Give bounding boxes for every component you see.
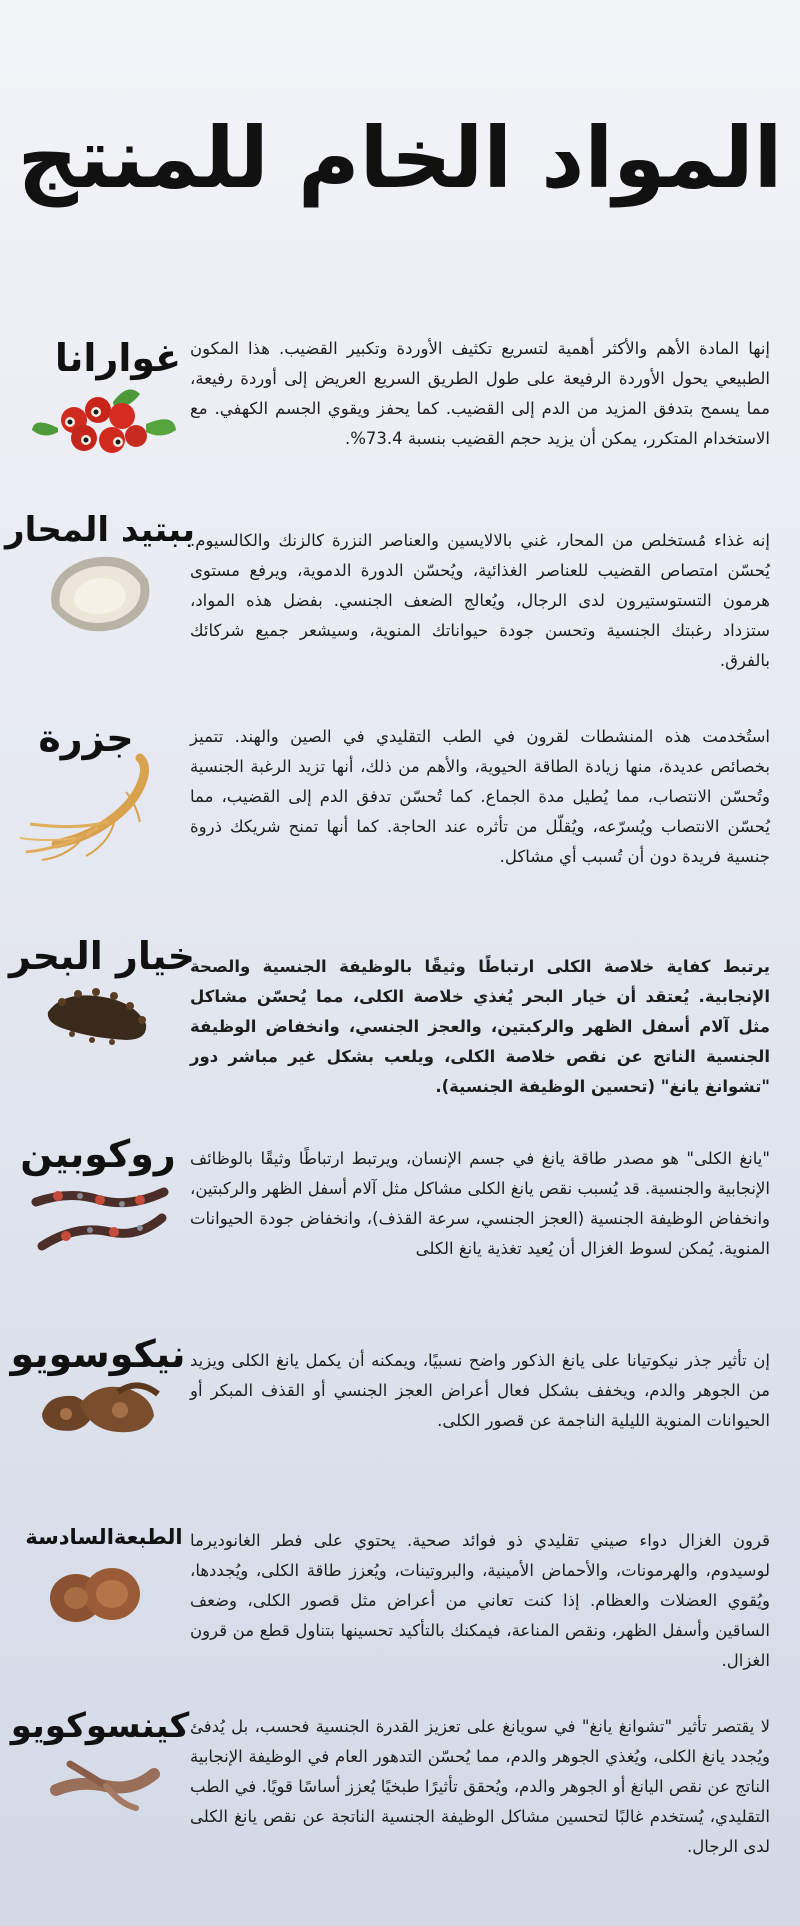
ingredient-name: نيكوسويو: [10, 1332, 186, 1376]
dried-root-slices-icon: [34, 1374, 164, 1440]
guarana-berries-icon: [28, 380, 178, 460]
ingredient-description: إنه غذاء مُستخلص من المحار، غني بالالايسين والعناصر النزرة كالزنك والكالسيوم. يُحسّن امتصاص القضيب للعناصر الغذائية، ويُحسّن الدورة الدموية، ويرفع مستوى هرمون التستوستيرون لدى الرجال، ويُعالج الضعف الجنسي. بفضل هذه المواد، ستزداد رغبتك الجنسية وتحسن جودة حيواناتك المنوية، وسيشعر جميع شركائك بالفرق.: [190, 531, 770, 670]
sea-cucumber-icon: [42, 984, 152, 1054]
ingredient-description: استُخدمت هذه المنشطات لقرون في الطب التقليدي في الصين والهند. تتميز بخصائص عديدة، منها زيادة الطاقة الحيوية، والأهم من ذلك، أنها تزيد الرغبة الجنسية وتُحسّن الانتصاب، مما يُطيل مدة الجماع. كما تُحسّن تدفق الدم إلى القضيب، مما يُحسّن الانتصاب ويُسرّعه، ويُقلّل من تأثره عند الحاجة. كما أنها تمنح شريكك ذروة جنسية فريدة دون أن تُسبب أي مشاكل.: [190, 727, 770, 866]
dried-herb-sticks-icon: [30, 1176, 170, 1260]
antler-slices-icon: [46, 1562, 146, 1628]
dried-stem-icon: [50, 1746, 160, 1816]
ingredient-name: روكوبين: [20, 1132, 176, 1176]
ingredient-description: "يانغ الكلى" هو مصدر طاقة يانغ في جسم الإنسان، ويرتبط ارتباطًا وثيقًا بالوظائف الإنجابية والجنسية. قد يُسبب نقص يانغ الكلى مشاكل مثل آلام أسفل الظهر والركبتين، وانخفاض الوظيفة الجنسية (العجز الجنسي، سرعة القذف)، وانخفاض جودة الحيوانات المنوية. يُمكن لسوط الغزال أن يُعيد تغذية يانغ الكلى: [190, 1149, 770, 1258]
ingredient-name: غوارانا: [54, 336, 182, 380]
oyster-icon: [44, 552, 154, 636]
ingredient-description: إن تأثير جذر نيكوتيانا على يانغ الذكور واضح نسبيًا، ويمكنه أن يكمل يانغ الكلى ويزيد من الجوهر والدم، ويخفف بشكل فعال أعراض العجز الجنسي أو القذف المبكر أو الحيوانات المنوية الليلية الناجمة عن قصور الكلى.: [190, 1351, 770, 1430]
ingredient-name: جزرة: [38, 716, 134, 760]
ingredient-name: كينسوكويو: [10, 1706, 190, 1746]
ingredient-name: خيار البحر: [8, 934, 196, 978]
ginseng-root-icon: [16, 752, 156, 862]
ingredient-description: يرتبط كفاية خلاصة الكلى ارتباطًا وثيقًا بالوظيفة الجنسية والصحة الإنجابية. يُعتقد أن خيار البحر يُغذي خلاصة الكلى، مما يُحسّن مشاكل مثل آلام أسفل الظهر والركبتين، والعجز الجنسي، وانخفاض الوظيفة الجنسية الناتج عن نقص خلاصة الكلى، ويلعب بشكل غير مباشر دور "تشوانغ يانغ" (تحسين الوظيفة الجنسية).: [190, 957, 770, 1096]
ingredient-description: لا يقتصر تأثير "تشوانغ يانغ" في سويانغ على تعزيز القدرة الجنسية فحسب، بل يُدفئ ويُجدد يانغ الكلى، ويُغذي الجوهر والدم، مما يُحسّن التدهور العام في الوظيفة الإنجابية الناتج عن نقص اليانغ أو الجوهر والدم، ويُحقق تأثيرًا طبخيًا يُعزز أساسًا قويًا. في الطب التقليدي، يُستخدم غالبًا لتحسين مشاكل الوظيفة الجنسية الناتجة عن نقص يانغ الكلى لدى الرجال.: [190, 1717, 770, 1856]
ingredient-name: ببتيد المحار: [5, 510, 195, 550]
ingredient-description: قرون الغزال دواء صيني تقليدي ذو فوائد صحية. يحتوي على فطر الغانوديرما لوسيدوم، والهرمونات، والأحماض الأمينية، والبروتينات، ويُعزز طاقة الكلى، ويُجددها، ويُقوي العضلات والعظام. إذا كنت تعاني من أعراض مثل قصور الكلى، وضعف الساقين وأسفل الظهر، ونقص المناعة، فيمكنك بالتأكيد تحسينها بتناول قطع من قرون الغزال.: [190, 1531, 770, 1670]
ingredient-description: إنها المادة الأهم والأكثر أهمية لتسريع تكثيف الأوردة وتكبير القضيب. هذا المكون الطبيعي يحول الأوردة الرفيعة على طول الطريق السريع العريض إلى أوردة رفيعة، مما يسمح بتدفق المزيد من الدم إلى القضيب. كما يحفز ويقوي الجسم الكهفي. مع الاستخدام المتكرر، يمكن أن يزيد حجم القضيب بنسبة 73.4%.: [190, 339, 770, 448]
page-title: المواد الخام للمنتج: [17, 109, 783, 207]
ingredient-name: الطبعةالسادسة: [25, 1525, 183, 1549]
